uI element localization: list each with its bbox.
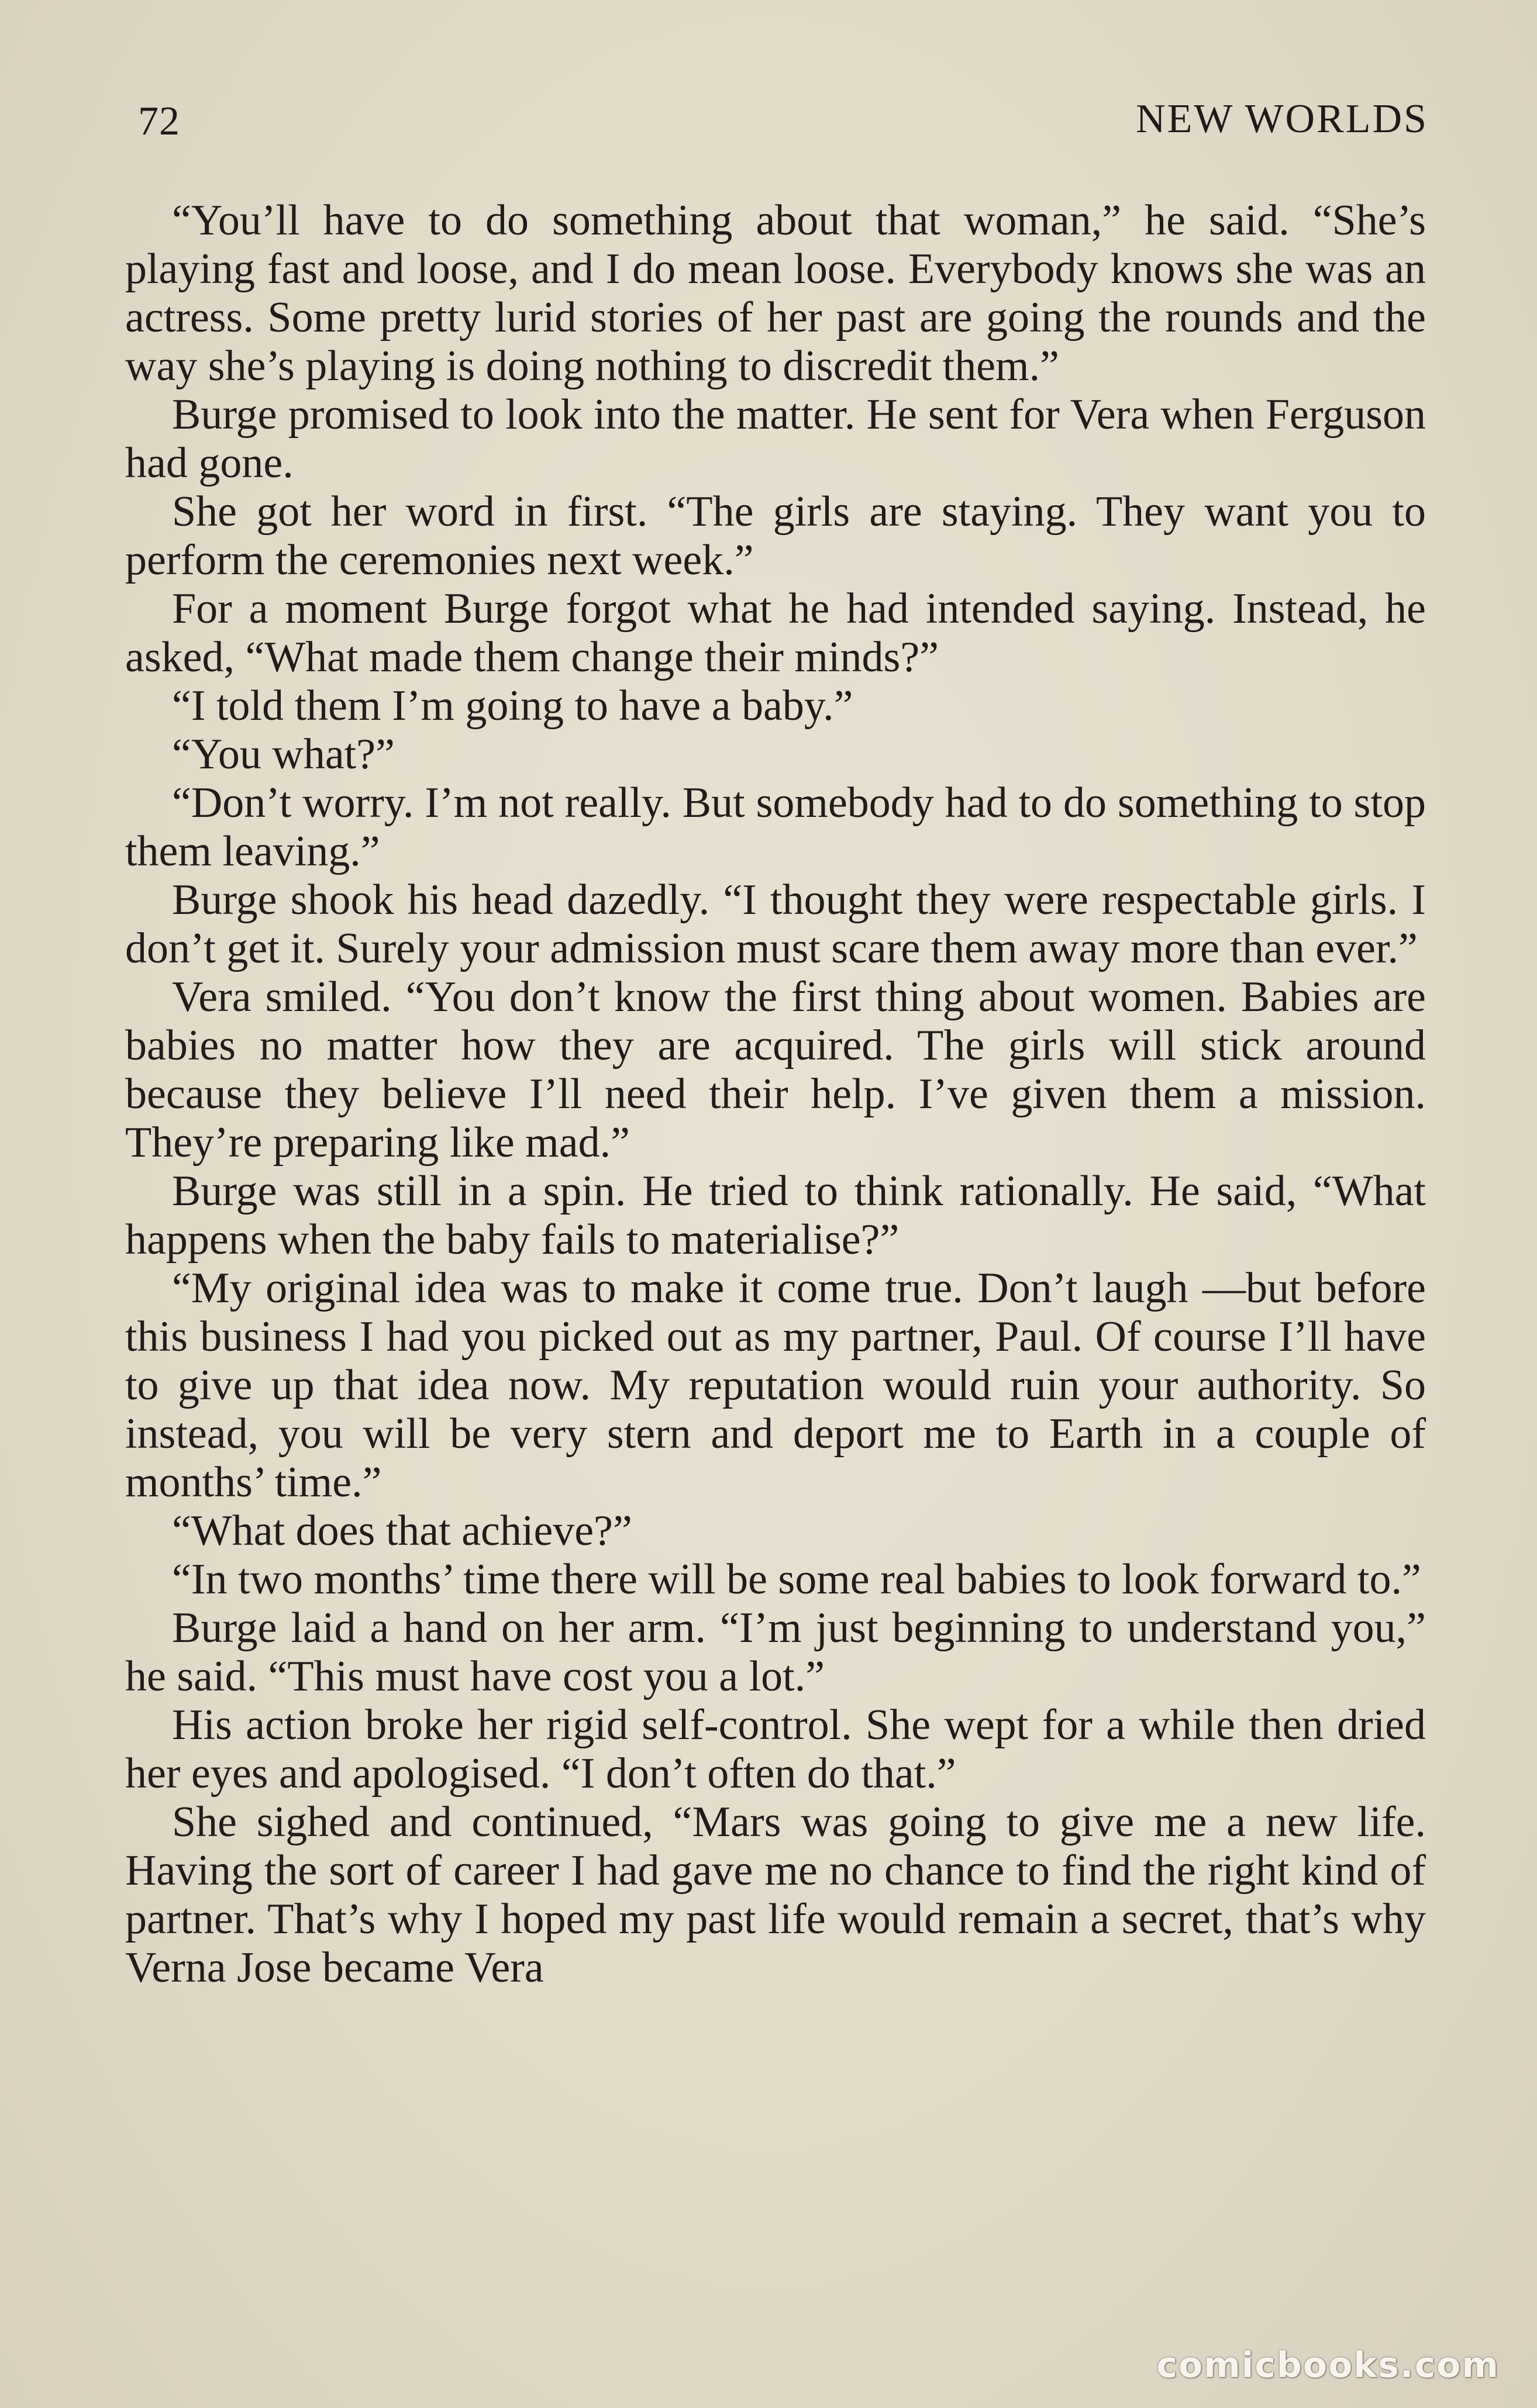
paragraph: “You what?” [172,730,395,778]
paragraph: “In two months’ time there will be some real babies to look forward to.” [172,1555,1421,1603]
paragraph: She got her word in first. “The girls are staying. They want you to perform the ceremonies next week.” [125,488,1426,584]
paragraph: Burge laid a hand on her arm. “I’m just beginning to understand you,” he said. “This must have cost you a lot.” [125,1604,1426,1700]
paragraph: “What does that achieve?” [172,1507,632,1555]
paragraph: “Don’t worry. I’m not really. But somebody had to do something to stop them leaving.” [125,779,1426,875]
paragraph: Vera smiled. “You don’t know the first thing about women. Babies are babies no matter how they are acquired. The girls will stick around because they believe I’ll need their help. I’ve given them a mission. They’re preparing like mad.” [125,973,1426,1167]
paragraph: “I told them I’m going to have a baby.” [172,682,853,730]
body-text [125,196,1426,1992]
watermark: comicbooks.com [1156,2345,1500,2386]
running-head: NEW WORLDS [1136,96,1428,142]
paragraph: His action broke her rigid self-control. She wept for a while then dried her eyes and apologised. “I don’t often do that.” [125,1701,1426,1798]
page-header [138,88,1428,152]
paragraph: Burge was still in a spin. He tried to think rationally. He said, “What happens when the baby fails to materialise?” [125,1167,1426,1264]
paragraph: For a moment Burge forgot what he had intended saying. Instead, he asked, “What made them change their minds?” [125,585,1426,681]
paragraph: Burge shook his head dazedly. “I thought they were respectable girls. I don’t get it. Surely your admission must scare them away more than ever.” [125,876,1426,972]
page-number: 72 [138,99,180,144]
paragraph: “My original idea was to make it come true. Don’t laugh —but before this business I had you picked out as my partner, Paul. Of course I’ll have to give up that idea now. My reputation would ruin your authority. So instead, you will be very stern and deport me to Earth in a couple of months’ time.” [125,1264,1426,1506]
paragraph: “You’ll have to do something about that woman,” he said. “She’s playing fast and loose, and I do mean loose. Everybody knows she was an actress. Some pretty lurid stories of her past are going the rounds and the way she’s playing is doing nothing to discredit them.” [125,196,1426,390]
paragraph: Burge promised to look into the matter. He sent for Vera when Ferguson had gone. [125,391,1426,487]
paragraph: She sighed and continued, “Mars was going to give me a new life. Having the sort of career I had gave me no chance to find the right kind of partner. That’s why I hoped my past life would remain a secret, that’s why Verna Jose became Vera [125,1798,1426,1992]
